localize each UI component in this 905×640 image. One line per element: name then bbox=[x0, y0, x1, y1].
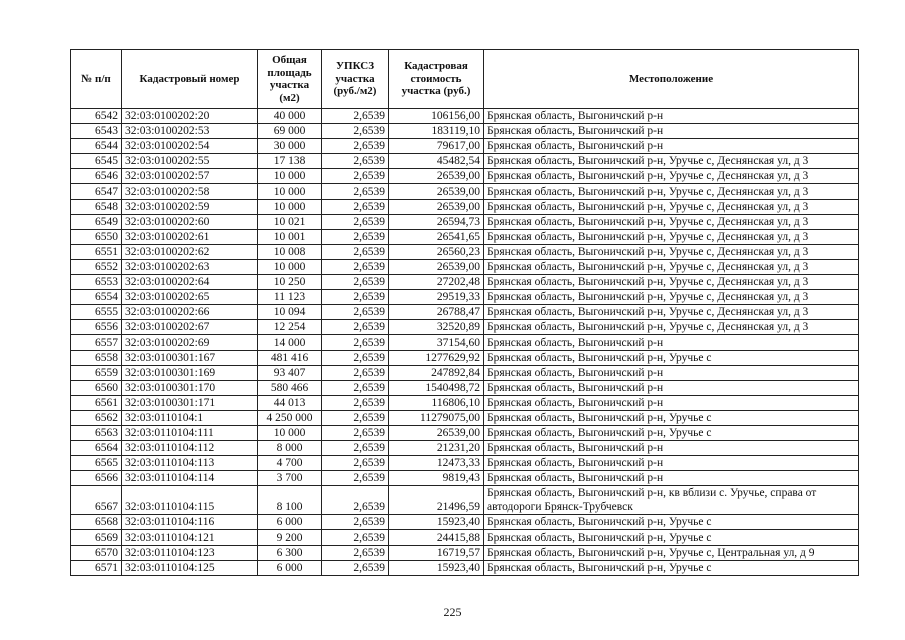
cell-num: 6558 bbox=[71, 350, 122, 365]
cell-location: Брянская область, Выгоничский р-н bbox=[484, 395, 859, 410]
cell-location: Брянская область, Выгоничский р-н, Уручье с, Центральная ул, д 9 bbox=[484, 545, 859, 560]
cell-area: 9 200 bbox=[258, 530, 322, 545]
cell-cadastral-number: 32:03:0110104:113 bbox=[122, 456, 258, 471]
table-row bbox=[71, 320, 859, 335]
table-row bbox=[71, 259, 859, 274]
cell-cadastral-cost: 26539,00 bbox=[389, 199, 484, 214]
cell-cadastral-cost: 9819,43 bbox=[389, 471, 484, 486]
cell-upksz: 2,6539 bbox=[322, 139, 389, 154]
cell-upksz: 2,6539 bbox=[322, 124, 389, 139]
cell-area: 14 000 bbox=[258, 335, 322, 350]
cell-upksz: 2,6539 bbox=[322, 365, 389, 380]
table-row bbox=[71, 515, 859, 530]
cell-cadastral-number: 32:03:0100301:167 bbox=[122, 350, 258, 365]
cell-num: 6568 bbox=[71, 515, 122, 530]
cell-num: 6548 bbox=[71, 199, 122, 214]
table-row bbox=[71, 365, 859, 380]
cell-cadastral-cost: 15923,40 bbox=[389, 560, 484, 575]
cell-cadastral-cost: 24415,88 bbox=[389, 530, 484, 545]
table-row bbox=[71, 456, 859, 471]
cell-cadastral-number: 32:03:0100202:62 bbox=[122, 244, 258, 259]
cell-upksz: 2,6539 bbox=[322, 515, 389, 530]
cell-upksz: 2,6539 bbox=[322, 214, 389, 229]
cell-area: 6 300 bbox=[258, 545, 322, 560]
table-header bbox=[71, 50, 859, 109]
table-row bbox=[71, 545, 859, 560]
cell-num: 6544 bbox=[71, 139, 122, 154]
cell-area: 580 466 bbox=[258, 380, 322, 395]
cell-cadastral-number: 32:03:0100202:58 bbox=[122, 184, 258, 199]
cell-upksz: 2,6539 bbox=[322, 486, 389, 515]
cell-area: 11 123 bbox=[258, 290, 322, 305]
cell-location: Брянская область, Выгоничский р-н, Уручье с bbox=[484, 425, 859, 440]
cell-cadastral-cost: 26541,65 bbox=[389, 229, 484, 244]
cell-cadastral-cost: 29519,33 bbox=[389, 290, 484, 305]
cell-area: 481 416 bbox=[258, 350, 322, 365]
cell-area: 3 700 bbox=[258, 471, 322, 486]
cell-upksz: 2,6539 bbox=[322, 320, 389, 335]
header-location: Местоположение bbox=[484, 50, 859, 109]
cell-cadastral-number: 32:03:0110104:111 bbox=[122, 425, 258, 440]
cell-cadastral-number: 32:03:0100202:66 bbox=[122, 305, 258, 320]
cell-area: 6 000 bbox=[258, 515, 322, 530]
cell-num: 6567 bbox=[71, 486, 122, 515]
cell-location: Брянская область, Выгоничский р-н, Уручье с, Деснянская ул, д 3 bbox=[484, 320, 859, 335]
cell-upksz: 2,6539 bbox=[322, 350, 389, 365]
cell-cadastral-cost: 26594,73 bbox=[389, 214, 484, 229]
table-row bbox=[71, 169, 859, 184]
cell-location: Брянская область, Выгоничский р-н bbox=[484, 456, 859, 471]
table-row bbox=[71, 335, 859, 350]
cell-cadastral-number: 32:03:0100202:20 bbox=[122, 109, 258, 124]
cell-location: Брянская область, Выгоничский р-н bbox=[484, 380, 859, 395]
cell-cadastral-cost: 11279075,00 bbox=[389, 410, 484, 425]
cell-location: Брянская область, Выгоничский р-н bbox=[484, 335, 859, 350]
cell-cadastral-number: 32:03:0110104:116 bbox=[122, 515, 258, 530]
cell-location: Брянская область, Выгоничский р-н bbox=[484, 441, 859, 456]
cell-location: Брянская область, Выгоничский р-н, кв вблизи с. Уручье, справа от автодороги Брянск-Трубчевск bbox=[484, 486, 859, 515]
cell-num: 6561 bbox=[71, 395, 122, 410]
cell-cadastral-cost: 26539,00 bbox=[389, 169, 484, 184]
cell-cadastral-cost: 32520,89 bbox=[389, 320, 484, 335]
cell-cadastral-cost: 26539,00 bbox=[389, 184, 484, 199]
header-cadastral-number: Кадастровый номер bbox=[122, 50, 258, 109]
cell-cadastral-number: 32:03:0100202:57 bbox=[122, 169, 258, 184]
cell-area: 10 021 bbox=[258, 214, 322, 229]
cell-cadastral-cost: 106156,00 bbox=[389, 109, 484, 124]
cadastral-value-table bbox=[70, 49, 859, 576]
cell-location: Брянская область, Выгоничский р-н, Уручье с, Деснянская ул, д 3 bbox=[484, 305, 859, 320]
table-row bbox=[71, 275, 859, 290]
cell-num: 6563 bbox=[71, 425, 122, 440]
table-row bbox=[71, 350, 859, 365]
cell-upksz: 2,6539 bbox=[322, 169, 389, 184]
cell-cadastral-cost: 37154,60 bbox=[389, 335, 484, 350]
cell-area: 4 250 000 bbox=[258, 410, 322, 425]
table-body bbox=[71, 109, 859, 576]
cell-area: 69 000 bbox=[258, 124, 322, 139]
cell-area: 10 000 bbox=[258, 184, 322, 199]
cell-num: 6564 bbox=[71, 441, 122, 456]
cell-cadastral-cost: 15923,40 bbox=[389, 515, 484, 530]
table-row bbox=[71, 214, 859, 229]
cell-upksz: 2,6539 bbox=[322, 560, 389, 575]
cell-area: 8 000 bbox=[258, 441, 322, 456]
cell-location: Брянская область, Выгоничский р-н bbox=[484, 365, 859, 380]
cell-num: 6545 bbox=[71, 154, 122, 169]
cell-num: 6555 bbox=[71, 305, 122, 320]
cell-num: 6562 bbox=[71, 410, 122, 425]
cell-area: 30 000 bbox=[258, 139, 322, 154]
cell-location: Брянская область, Выгоничский р-н, Уручье с bbox=[484, 410, 859, 425]
cell-cadastral-cost: 183119,10 bbox=[389, 124, 484, 139]
cell-num: 6569 bbox=[71, 530, 122, 545]
table-row bbox=[71, 290, 859, 305]
cell-cadastral-number: 32:03:0100202:55 bbox=[122, 154, 258, 169]
cell-upksz: 2,6539 bbox=[322, 305, 389, 320]
cell-area: 12 254 bbox=[258, 320, 322, 335]
cell-upksz: 2,6539 bbox=[322, 199, 389, 214]
cell-cadastral-number: 32:03:0110104:112 bbox=[122, 441, 258, 456]
cell-cadastral-number: 32:03:0100202:64 bbox=[122, 275, 258, 290]
header-cadastral-cost: Кадастровая стоимость участка (руб.) bbox=[389, 50, 484, 109]
table-row bbox=[71, 154, 859, 169]
cell-location: Брянская область, Выгоничский р-н bbox=[484, 471, 859, 486]
cell-location: Брянская область, Выгоничский р-н, Уручье с, Деснянская ул, д 3 bbox=[484, 199, 859, 214]
cell-location: Брянская область, Выгоничский р-н, Уручье с, Деснянская ул, д 3 bbox=[484, 184, 859, 199]
table-row bbox=[71, 380, 859, 395]
table-row bbox=[71, 184, 859, 199]
cell-upksz: 2,6539 bbox=[322, 244, 389, 259]
cell-upksz: 2,6539 bbox=[322, 229, 389, 244]
cell-cadastral-number: 32:03:0100202:69 bbox=[122, 335, 258, 350]
cell-cadastral-number: 32:03:0110104:121 bbox=[122, 530, 258, 545]
cell-cadastral-cost: 1540498,72 bbox=[389, 380, 484, 395]
cell-cadastral-number: 32:03:0100202:60 bbox=[122, 214, 258, 229]
table-row bbox=[71, 199, 859, 214]
cell-cadastral-number: 32:03:0100202:59 bbox=[122, 199, 258, 214]
cell-upksz: 2,6539 bbox=[322, 425, 389, 440]
cell-upksz: 2,6539 bbox=[322, 441, 389, 456]
table-row bbox=[71, 229, 859, 244]
cell-cadastral-number: 32:03:0100301:169 bbox=[122, 365, 258, 380]
cell-num: 6571 bbox=[71, 560, 122, 575]
cell-cadastral-cost: 26788,47 bbox=[389, 305, 484, 320]
header-area: Общая площадь участка (м2) bbox=[258, 50, 322, 109]
page-number: 225 bbox=[443, 605, 462, 619]
cell-location: Брянская область, Выгоничский р-н, Уручье с, Деснянская ул, д 3 bbox=[484, 275, 859, 290]
cell-cadastral-cost: 26560,23 bbox=[389, 244, 484, 259]
table-row bbox=[71, 410, 859, 425]
cell-upksz: 2,6539 bbox=[322, 275, 389, 290]
cell-area: 93 407 bbox=[258, 365, 322, 380]
cell-num: 6547 bbox=[71, 184, 122, 199]
table-row bbox=[71, 124, 859, 139]
cell-cadastral-cost: 21496,59 bbox=[389, 486, 484, 515]
cell-upksz: 2,6539 bbox=[322, 530, 389, 545]
cell-location: Брянская область, Выгоничский р-н, Уручье с, Деснянская ул, д 3 bbox=[484, 290, 859, 305]
cell-area: 6 000 bbox=[258, 560, 322, 575]
cell-num: 6552 bbox=[71, 259, 122, 274]
cell-cadastral-number: 32:03:0110104:115 bbox=[122, 486, 258, 515]
cell-location: Брянская область, Выгоничский р-н, Уручье с bbox=[484, 515, 859, 530]
cell-upksz: 2,6539 bbox=[322, 395, 389, 410]
table-row bbox=[71, 305, 859, 320]
cell-cadastral-cost: 79617,00 bbox=[389, 139, 484, 154]
cell-area: 10 000 bbox=[258, 169, 322, 184]
cell-num: 6560 bbox=[71, 380, 122, 395]
cell-location: Брянская область, Выгоничский р-н bbox=[484, 139, 859, 154]
cell-num: 6556 bbox=[71, 320, 122, 335]
cell-num: 6550 bbox=[71, 229, 122, 244]
cell-cadastral-number: 32:03:0100202:63 bbox=[122, 259, 258, 274]
cell-area: 10 000 bbox=[258, 199, 322, 214]
cell-upksz: 2,6539 bbox=[322, 471, 389, 486]
cell-location: Брянская область, Выгоничский р-н, Уручье с, Деснянская ул, д 3 bbox=[484, 154, 859, 169]
cell-upksz: 2,6539 bbox=[322, 545, 389, 560]
table-row bbox=[71, 486, 859, 515]
cell-upksz: 2,6539 bbox=[322, 290, 389, 305]
cell-cadastral-cost: 26539,00 bbox=[389, 259, 484, 274]
cell-cadastral-number: 32:03:0100301:171 bbox=[122, 395, 258, 410]
cell-cadastral-cost: 21231,20 bbox=[389, 441, 484, 456]
cell-upksz: 2,6539 bbox=[322, 109, 389, 124]
cell-cadastral-cost: 45482,54 bbox=[389, 154, 484, 169]
cell-cadastral-number: 32:03:0100202:54 bbox=[122, 139, 258, 154]
table-row bbox=[71, 395, 859, 410]
cell-area: 4 700 bbox=[258, 456, 322, 471]
cell-location: Брянская область, Выгоничский р-н, Уручье с, Деснянская ул, д 3 bbox=[484, 244, 859, 259]
cell-area: 10 250 bbox=[258, 275, 322, 290]
cell-location: Брянская область, Выгоничский р-н, Уручье с, Деснянская ул, д 3 bbox=[484, 214, 859, 229]
cell-num: 6542 bbox=[71, 109, 122, 124]
cell-cadastral-number: 32:03:0100202:65 bbox=[122, 290, 258, 305]
cell-area: 44 013 bbox=[258, 395, 322, 410]
cell-upksz: 2,6539 bbox=[322, 184, 389, 199]
cell-location: Брянская область, Выгоничский р-н, Уручье с bbox=[484, 530, 859, 545]
cell-location: Брянская область, Выгоничский р-н, Уручье с, Деснянская ул, д 3 bbox=[484, 229, 859, 244]
cell-area: 40 000 bbox=[258, 109, 322, 124]
cell-upksz: 2,6539 bbox=[322, 259, 389, 274]
cell-cadastral-cost: 116806,10 bbox=[389, 395, 484, 410]
cell-cadastral-number: 32:03:0110104:125 bbox=[122, 560, 258, 575]
cell-num: 6551 bbox=[71, 244, 122, 259]
cell-cadastral-number: 32:03:0100202:61 bbox=[122, 229, 258, 244]
cell-num: 6553 bbox=[71, 275, 122, 290]
cell-area: 10 000 bbox=[258, 259, 322, 274]
cell-num: 6570 bbox=[71, 545, 122, 560]
table-row bbox=[71, 441, 859, 456]
cell-area: 10 000 bbox=[258, 425, 322, 440]
cell-cadastral-cost: 12473,33 bbox=[389, 456, 484, 471]
cell-upksz: 2,6539 bbox=[322, 456, 389, 471]
cell-num: 6565 bbox=[71, 456, 122, 471]
table-row bbox=[71, 139, 859, 154]
cell-upksz: 2,6539 bbox=[322, 410, 389, 425]
cell-num: 6543 bbox=[71, 124, 122, 139]
cell-cadastral-cost: 16719,57 bbox=[389, 545, 484, 560]
cell-cadastral-number: 32:03:0110104:114 bbox=[122, 471, 258, 486]
cell-num: 6559 bbox=[71, 365, 122, 380]
cell-cadastral-cost: 26539,00 bbox=[389, 425, 484, 440]
cell-location: Брянская область, Выгоничский р-н, Уручье с bbox=[484, 350, 859, 365]
table-row bbox=[71, 530, 859, 545]
table-row bbox=[71, 244, 859, 259]
cell-cadastral-number: 32:03:0110104:123 bbox=[122, 545, 258, 560]
cell-location: Брянская область, Выгоничский р-н bbox=[484, 109, 859, 124]
cell-upksz: 2,6539 bbox=[322, 335, 389, 350]
cell-upksz: 2,6539 bbox=[322, 154, 389, 169]
cell-num: 6546 bbox=[71, 169, 122, 184]
table-row bbox=[71, 425, 859, 440]
header-num: № п/п bbox=[71, 50, 122, 109]
cell-cadastral-number: 32:03:0110104:1 bbox=[122, 410, 258, 425]
cell-cadastral-cost: 1277629,92 bbox=[389, 350, 484, 365]
cell-location: Брянская область, Выгоничский р-н, Уручье с bbox=[484, 560, 859, 575]
cell-num: 6566 bbox=[71, 471, 122, 486]
cell-location: Брянская область, Выгоничский р-н, Уручье с, Деснянская ул, д 3 bbox=[484, 259, 859, 274]
cell-num: 6554 bbox=[71, 290, 122, 305]
cell-upksz: 2,6539 bbox=[322, 380, 389, 395]
cell-cadastral-number: 32:03:0100301:170 bbox=[122, 380, 258, 395]
cell-area: 10 001 bbox=[258, 229, 322, 244]
cell-cadastral-number: 32:03:0100202:53 bbox=[122, 124, 258, 139]
cell-cadastral-cost: 27202,48 bbox=[389, 275, 484, 290]
cell-cadastral-number: 32:03:0100202:67 bbox=[122, 320, 258, 335]
cell-area: 8 100 bbox=[258, 486, 322, 515]
table-row bbox=[71, 471, 859, 486]
cell-num: 6557 bbox=[71, 335, 122, 350]
table-row bbox=[71, 109, 859, 124]
cell-area: 17 138 bbox=[258, 154, 322, 169]
cell-area: 10 008 bbox=[258, 244, 322, 259]
cell-num: 6549 bbox=[71, 214, 122, 229]
cell-location: Брянская область, Выгоничский р-н, Уручье с, Деснянская ул, д 3 bbox=[484, 169, 859, 184]
cell-cadastral-cost: 247892,84 bbox=[389, 365, 484, 380]
table-row bbox=[71, 560, 859, 575]
header-upksz: УПКСЗ участка (руб./м2) bbox=[322, 50, 389, 109]
cell-location: Брянская область, Выгоничский р-н bbox=[484, 124, 859, 139]
cell-area: 10 094 bbox=[258, 305, 322, 320]
